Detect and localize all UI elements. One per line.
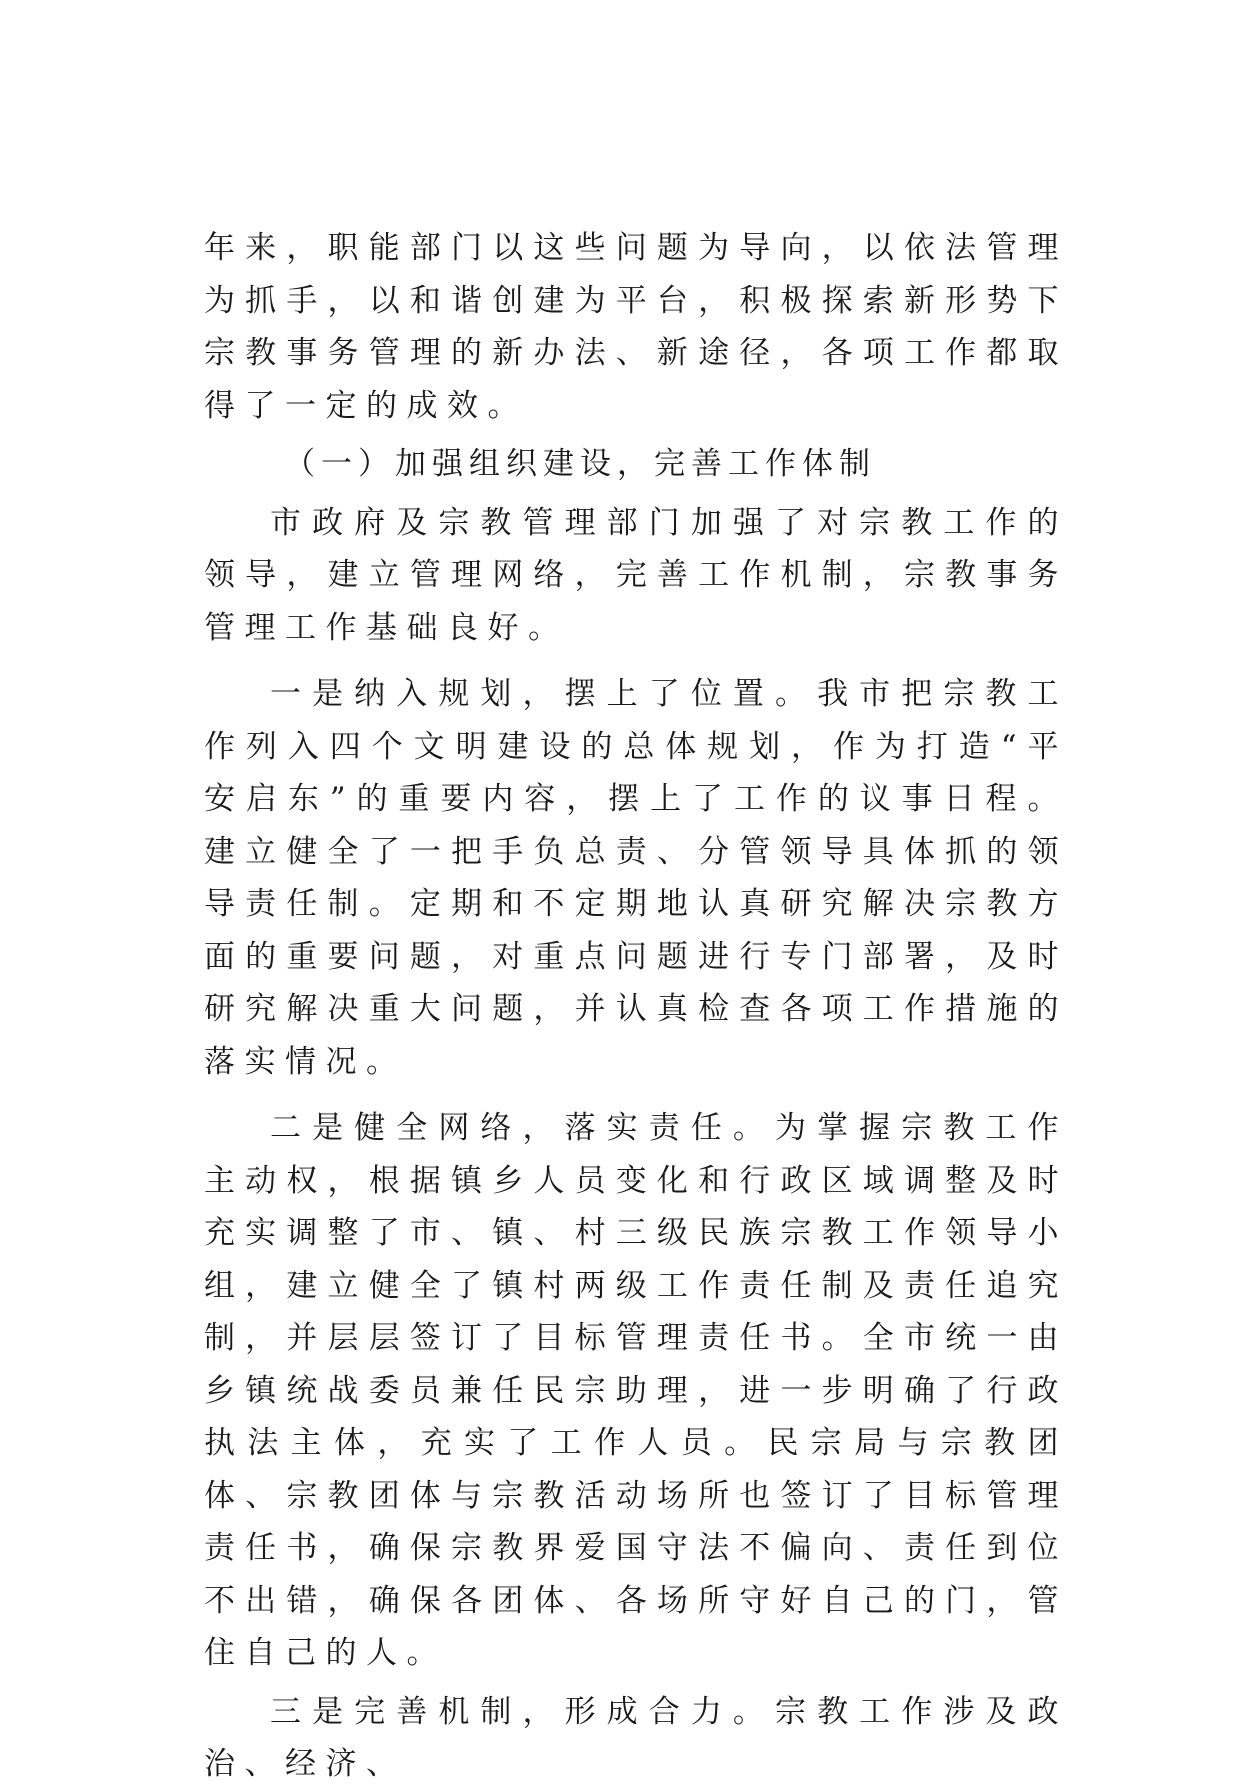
section-heading: （一）加强组织建设，完善工作体制 [284,446,876,482]
document-body [204,222,1068,1791]
paragraph-overview: 市政府及宗教管理部门加强了对宗教工作的领导，建立管理网络，完善工作机制，宗教事务管理工作基础良好。 [204,504,1068,646]
paragraph-point-two: 二是健全网络，落实责任。为掌握宗教工作主动权，根据镇乡人员变化和行政区域调整及时充实调整了市、镇、村三级民族宗教工作领导小组，建立健全了镇村两级工作责任制及责任追究制，并层层签订了目标管理责任书。全市统一由乡镇统战委员兼任民宗助理，进一步明确了行政执法主体，充实了工作人员。民宗局与宗教团体、宗教团体与宗教活动场所也签订了目标管理责任书，确保宗教界爱国守法不偏向、责任到位不出错，确保各团体、各场所守好自己的门，管住自己的人。 [204,1110,1068,1671]
paragraph-point-one: 一是纳入规划，摆上了位置。我市把宗教工作列入四个文明建设的总体规划，作为打造“平安启东”的重要内容，摆上了工作的议事日程。建立健全了一把手负总责、分管领导具体抓的领导责任制。定期和不定期地认真研究解决宗教方面的重要问题，对重点问题进行专门部署，及时研究解决重大问题，并认真检查各项工作措施的落实情况。 [204,676,1068,1080]
paragraph-point-three: 三是完善机制，形成合力。宗教工作涉及政治、经济、 [204,1693,1068,1782]
paragraph-intro: 年来，职能部门以这些问题为导向，以依法管理为抓手，以和谐创建为平台，积极探索新形势下宗教事务管理的新办法、新途径，各项工作都取得了一定的成效。 [204,230,1068,424]
